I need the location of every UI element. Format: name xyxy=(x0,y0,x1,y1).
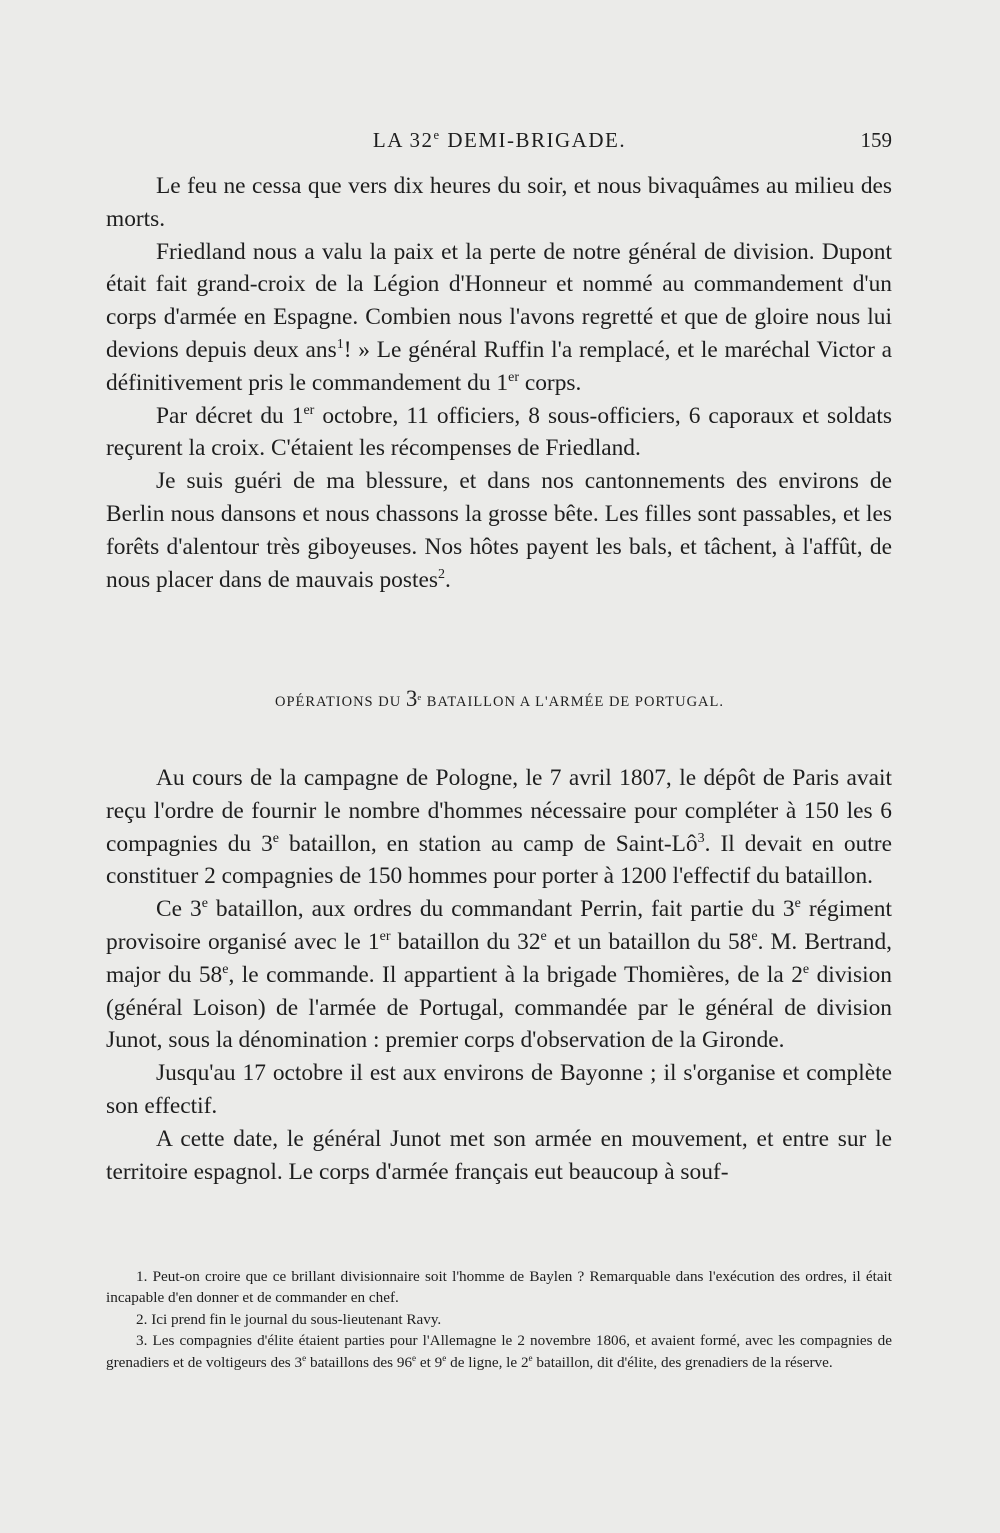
paragraph: Friedland nous a valu la paix et la perte de notre général de division. Dupont était fait grand-croix de la Légion d'Honneur et nommé au commandement d'un corps d'armée en Espagne. Combien nous l'avons regretté et que de gloire nous lui devions depuis deux ans$^1$! » Le général Ruffin l'a remplacé, et le maréchal Victor a définitivement pris le commandement du 1er corps. xyxy=(106,238,893,396)
section-title: OPÉRATIONS DU 3e BATAILLON A L'ARMÉE DE PORTUGAL. xyxy=(274,686,724,711)
text-block-lower xyxy=(106,762,892,1188)
paragraph: Ce 3e bataillon, aux ordres du commandant Perrin, fait partie du 3e régiment provisoire organisé avec le 1er bataillon du 32e et un bataillon du 58e. M. Bertrand, major du 58e, le commande. Il appartient à la brigade Thomières, de la 2e division (général Loison) de l'armée de Portugal, commandée par le général de division Junot, sous la dénomination : premier corps d'observation de la Gironde. xyxy=(106,895,893,1054)
paragraph: Le feu ne cessa que vers dix heures du soir, et nous bivaquâmes au milieu des morts. xyxy=(106,173,892,232)
running-title: LA 32e DEMI-BRIGADE. xyxy=(372,128,627,152)
paragraph: Jusqu'au 17 octobre il est aux environs de Bayonne ; il s'organise et complète son effectif. xyxy=(106,1060,892,1119)
page-number: 159 xyxy=(860,128,892,152)
footnote-ref: 1 xyxy=(336,336,344,353)
footnotes xyxy=(106,1266,892,1373)
paragraph: Par décret du 1er octobre, 11 officiers, 8 sous-officiers, 6 caporaux et soldats reçurent la croix. C'étaient les récompenses de Friedland. xyxy=(106,401,892,462)
paragraph: Je suis guéri de ma blessure, et dans nos cantonnements des environs de Berlin nous dansons et nous chassons la grosse bête. Les filles sont passables, et les forêts d'alentour très giboyeuses. Nos hôtes payent les bals, et tâchent, à l'affût, de nous placer dans de mauvais postes$^2$. xyxy=(106,468,892,593)
footnote-1: 1. Peut-on croire que ce brillant divisionnaire soit l'homme de Baylen ? Remarquable dans l'exécution des ordres, il était incapable d'en donner et de commander en chef. xyxy=(106,1268,892,1307)
footnote-ref: 3 xyxy=(697,829,705,846)
footnote-3: 3. Les compagnies d'élite étaient parties pour l'Allemagne le 2 novembre 1806, et avaient formé, avec les compagnies de grenadiers et de voltigeurs des 3e bataillons des 96e et 9e de ligne, le 2e bataillon, dit d'élite, des grenadiers de la réserve. xyxy=(106,1332,892,1371)
text-block-upper xyxy=(106,170,892,596)
footnote-2: 2. Ici prend fin le journal du sous-lieutenant Ravy. xyxy=(136,1310,442,1328)
page-header xyxy=(107,128,892,158)
footnote-ref: 2 xyxy=(437,565,445,582)
paragraph: A cette date, le général Junot met son armée en mouvement, et entre sur le territoire espagnol. Le corps d'armée français eut beaucoup à souf- xyxy=(106,1125,892,1185)
paragraph: Au cours de la campagne de Pologne, le 7 avril 1807, le dépôt de Paris avait reçu l'ordre de fournir le nombre d'hommes nécessaire pour compléter à 150 les 6 compagnies du 3e bataillon, en station au camp de Saint-$Lô^3$. Il devait en outre constituer 2 compagnies de 150 hommes pour porter à 1200 l'effectif du bataillon. xyxy=(106,765,892,890)
